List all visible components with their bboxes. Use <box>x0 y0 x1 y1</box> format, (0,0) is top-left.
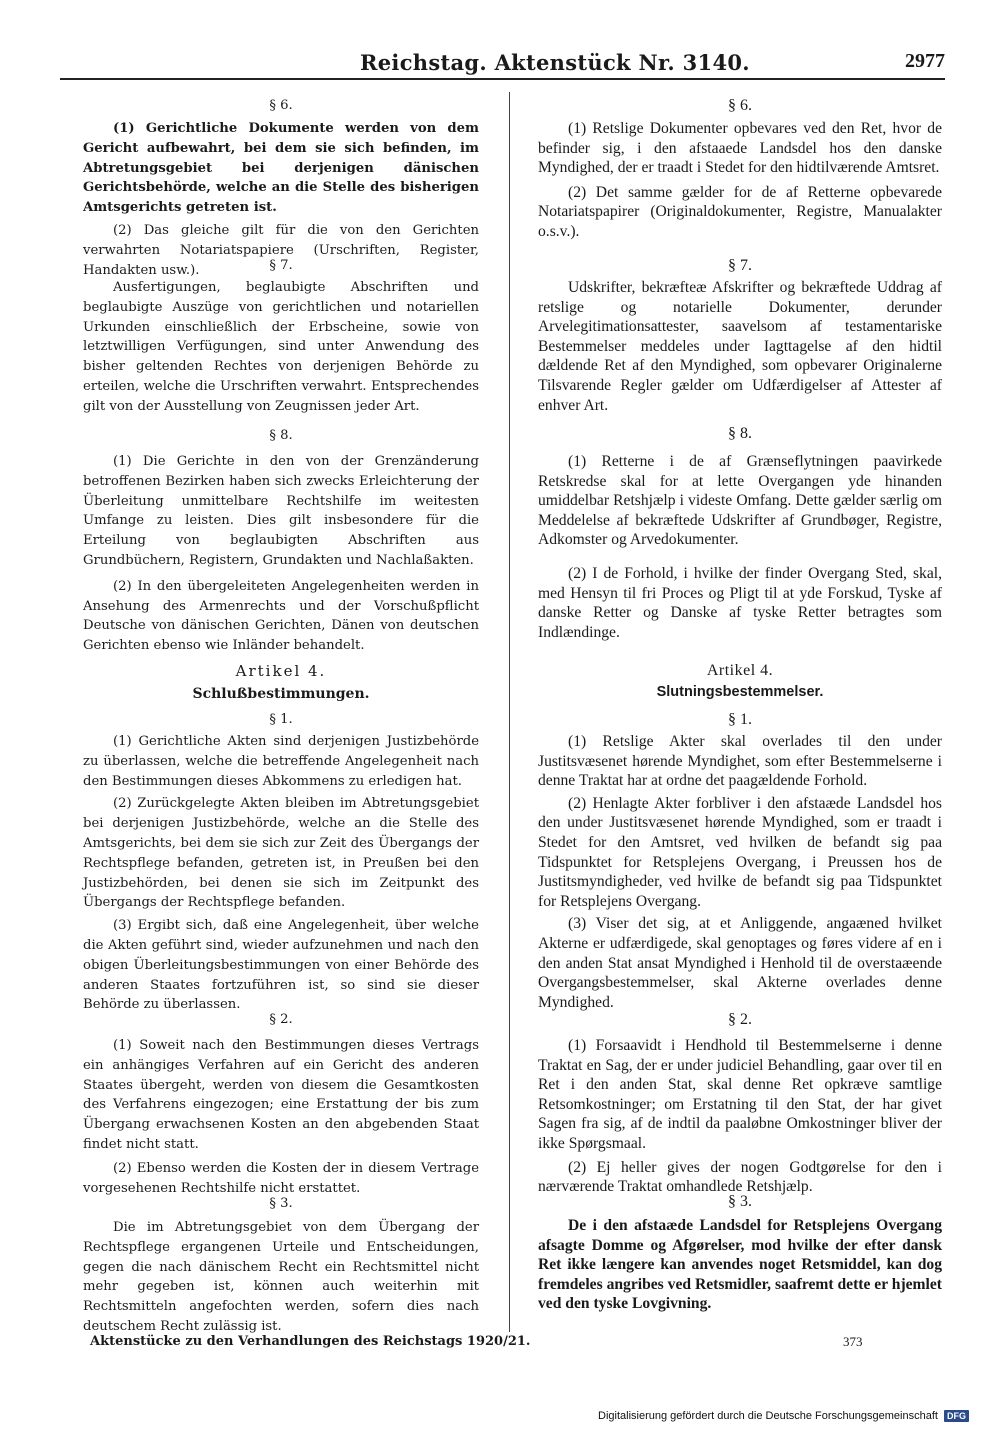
article-subheading: Slutningsbestemmelser. <box>656 684 824 700</box>
section-heading: § 8. <box>269 428 293 443</box>
paragraph: (1) Gerichtliche Dokumente werden von dem Gericht aufbewahrt, bei dem sie sich befinden, im Abtretungsgebiet bei derjenigen dänischen Gerichtsbehörde, welche an die Stelle des bisherigen Amtsgerichts getreten ist. <box>83 121 479 216</box>
da-article-4 <box>538 662 942 700</box>
dfg-logo: DFG <box>944 1410 969 1422</box>
paragraph: (2) Ebenso werden die Kosten der in diesem Vertrage vorgesehenen Rechtshilfe nicht erstattet. <box>83 1160 479 1196</box>
da-section-6 <box>538 96 942 242</box>
de-section-6 <box>83 96 479 280</box>
section-heading: § 8. <box>728 425 752 442</box>
de-article-4 <box>83 662 479 702</box>
paragraph: (1) Retslige Akter skal overlades til den under Justitsvæsenet hørende Myndighet, som efter Bestemmelserne i denne Traktat har at ordne det paagældende Forhold. <box>538 733 942 790</box>
da-section-8 <box>538 424 942 642</box>
de-a4-section-2 <box>83 1010 479 1198</box>
paragraph: (3) Viser det sig, at et Anliggende, angaæned hvilket Akterne er udfærdigede, skal genoptages og føres videre af en i den anden Stat ansat Myndighed i Henhold til de overstaæende Overgangsbestemmelser, skal Akterne overlades denne Myndighed. <box>538 915 942 1011</box>
da-a4-section-3 <box>538 1192 942 1314</box>
paragraph: (2) In den übergeleiteten Angelegenheiten werden in Ansehung des Armenrechts und der Vorschußpflicht Deutsche von dänischen Gerichten, Dänen von deutschen Gerichten ebenso wie Inländer behandelt. <box>83 578 479 654</box>
da-a4-section-1 <box>538 710 942 1012</box>
paragraph: (2) Das gleiche gilt für die von den Gerichten verwahrten Notariatspapiere (Urschriften, Register, Handakten usw.). <box>83 222 479 278</box>
footer-publication-line: Aktenstücke zu den Verhandlungen des Reichstags 1920/21. <box>90 1334 531 1349</box>
section-heading: § 2. <box>728 1011 752 1028</box>
paragraph: De i den afstaæde Landsdel for Retsplejens Overgang afsagte Domme og Afgørelser, mod hvilke der efter dansk Ret ikke længere kan anvendes noget Retsmiddel, kan dog fremdeles angribes ved Retsmidler, saafremt dette er hjemlet ved den tyske Lovgivning. <box>538 1217 942 1313</box>
section-heading: § 7. <box>728 257 752 274</box>
de-a4-section-3 <box>83 1194 479 1337</box>
paragraph: (1) Soweit nach den Bestimmungen dieses Vertrags ein anhängiges Verfahren auf ein Gericht des anderen Staates übergeht, werden von diesem die Gesamtkosten des Verfahrens eingezogen; eine Erstattung der bis zum Übergang erwachsenen Kosten an den abgebenden Staat findet nicht statt. <box>83 1038 479 1152</box>
paragraph: (3) Ergibt sich, daß eine Angelegenheit, über welche die Akten geführt sind, wieder aufzunehmen und nach den obigen Überleitungsbestimmungen von einer Behörde des anderen Staates fortzuführen ist, so sind sie dieser Behörde zu überlassen. <box>83 918 479 1013</box>
paragraph: Udskrifter, bekræfteæ Afskrifter og bekræftede Uddrag af retslige og notarielle Dokumenter, derunder Arvelegitimationsattester, saavelsom af testamentariske Bestemmelser meddeles under Iagttagelse af den hidtil dældende Ret af den Myndighed, som opbevarer Originalerne Tilsvarende Regler gælder om Udfærdigelser af Attester af enhver Art. <box>538 279 942 414</box>
header-rule <box>60 78 945 80</box>
de-section-8 <box>83 426 479 656</box>
digitization-credit <box>598 1410 969 1422</box>
section-heading: § 2. <box>269 1012 293 1027</box>
digitization-credit-text: Digitalisierung gefördert durch die Deutsche Forschungsgemeinschaft <box>598 1410 938 1422</box>
page-number: 2977 <box>905 50 945 72</box>
article-heading: Artikel 4. <box>706 662 774 679</box>
paragraph: (2) Det samme gælder for de af Retterne opbevarede Notariatspapirer (Originaldokumenter, Registre, Manualakter o.s.v.). <box>538 183 942 240</box>
paragraph: (1) Retslige Dokumenter opbevares ved den Ret, hvor de befinder sig, i den afstaaede Landsdel hos den danske Myndighed, der er traadt i Stedet for den hidtilværende Amtsret. <box>538 120 942 177</box>
section-heading: § 1. <box>728 711 752 728</box>
section-heading: § 1. <box>269 712 293 727</box>
paragraph: (1) Gerichtliche Akten sind derjenigen Justizbehörde zu überlassen, welche die betreffende Angelegenheit nach den Bestimmungen dieses Abkommens zu erledigen hat. <box>83 734 479 789</box>
paragraph: (2) I de Forhold, i hvilke der finder Overgang Sted, skal, med Hensyn til fri Proces og Pligt til at yde Forskud, Tyske af danske Retter og Danske af tyske Retter betragtes som Indlændinge. <box>538 564 942 641</box>
section-heading: § 6. <box>269 98 293 113</box>
paragraph: (2) Ej heller gives der nogen Godtgørelse for den i nærværende Traktat omhandlede Retshjælp. <box>538 1158 942 1196</box>
section-heading: § 3. <box>269 1196 293 1211</box>
paragraph: Die im Abtretungsgebiet von dem Übergang der Rechtspflege ergangenen Urteile und Entscheidungen, gegen die nach dänischem Recht ein Rechtsmittel nicht mehr gegeben ist, können auch weiterhin mit Rechtsmitteln angefochten werden, sofern dies nach deutschem Recht zulässig ist. <box>83 1220 479 1334</box>
da-section-7 <box>538 256 942 415</box>
paragraph: (2) Henlagte Akter forbliver i den afstaæde Landsdel hos den under Justitsvæsenet hørende Myndighed, som er traadt i Stedet for den Amtsret, ved hvilken de befandt sig paa Tidspunktet for Retsplejens Overgang, i Preussen hos de Justitsmyndigheder, ved hvilke de befandt sig paa Tidspunktet for Retsplejens Overgang. <box>538 794 942 910</box>
section-heading: § 7. <box>269 258 293 273</box>
section-heading: § 3. <box>728 1193 752 1210</box>
da-a4-section-2 <box>538 1010 942 1197</box>
article-heading: Artikel 4. <box>235 662 327 680</box>
section-heading: § 6. <box>728 97 752 114</box>
column-divider <box>509 92 510 1332</box>
de-section-7 <box>83 256 479 417</box>
paragraph: Ausfertigungen, beglaubigte Abschriften und beglaubigte Auszüge von gerichtlichen und notariellen Urkunden einschließlich der Erbscheine, sowie von letztwilligen Verfügungen, sind unter Anwendung des bisher geltenden Rechtes von derjenigen Behörde zu erteilen, welche die Urschriften verwahrt. Entsprechendes gilt von der Ausstellung von Zeugnissen jeder Art. <box>83 280 479 414</box>
paragraph: (1) Forsaavidt i Hendhold til Bestemmelserne i denne Traktat en Sag, der er under judiciel Behandling, gaar over til en Ret i den anden Stat, skal denne Ret opkræve samtlige Retsomkostninger; om Erstatning til den Stat, der har givet Sagen fra sig, af de indtil da paaløbne Omkostninger bliver der ikke Spørgsmaal. <box>538 1037 942 1152</box>
paragraph: (2) Zurückgelegte Akten bleiben im Abtretungsgebiet bei derjenigen Justizbehörde, welche an die Stelle des Amtsgerichts, bei dem sie sich zur Zeit des Übergangs der Rechtspflege befanden, getreten ist, in Preußen bei den Justizbehörden, bei denen sie sich im Zeitpunkt des Übergangs der Rechtspflege befanden. <box>83 796 479 911</box>
running-title: Reichstag. Aktenstück Nr. 3140. <box>360 50 750 75</box>
article-subheading: Schlußbestimmungen. <box>192 686 370 702</box>
paragraph: (1) Die Gerichte in den von der Grenzänderung betroffenen Bezirken haben sich zwecks Erleichterung der Überleitung unmittelbare Rechtshilfe im weitesten Umfange zu leisten. Dies gilt insbesondere für die Erteilung von beglaubigten Abschriften aus Grundbüchern, Registern, Grundakten und Nachlaßakten. <box>83 454 479 568</box>
de-a4-section-1 <box>83 710 479 1015</box>
footer-sheet-number: 373 <box>843 1334 863 1349</box>
paragraph: (1) Retterne i de af Grænseflytningen paavirkede Retskredse skal for at lette Overgangen yde hinanden umiddelbar Retshjælp i videste Omfang. Dette gælder særlig om Meddelelse af bekræftede Udskrifter af Grundbøger, Registre, Adkomster og Arvedokumenter. <box>538 453 942 549</box>
page-header <box>60 50 945 82</box>
